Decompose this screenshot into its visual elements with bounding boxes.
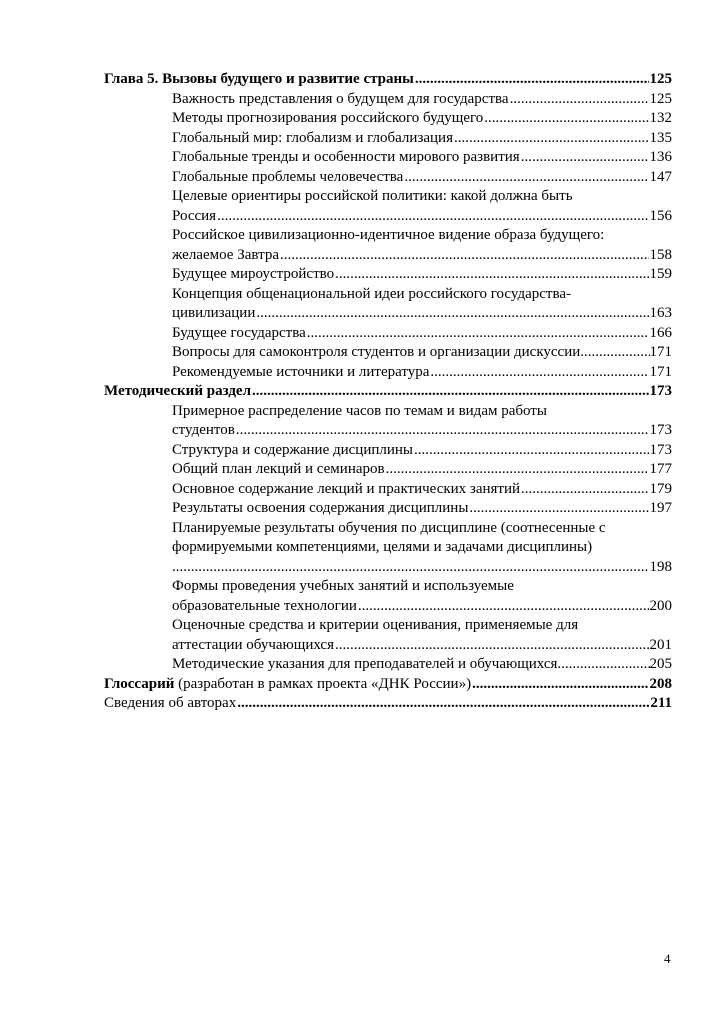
toc-page-number: 156 [649, 207, 672, 224]
toc-entry-title-line-2: аттестации обучающихся [172, 636, 334, 653]
toc-entry-title-line-2: образовательные технологии [172, 597, 357, 614]
toc-page-number: 158 [649, 246, 672, 263]
toc-entry-title: Результаты освоения содержания дисциплины [172, 500, 469, 516]
toc-entry-title-line-2: студентов [172, 422, 235, 438]
toc-entry-title-line-2: формируемыми компетенциями, целями и задачами дисциплины) [172, 539, 593, 555]
toc-entry[interactable] [104, 577, 672, 616]
dot-leader [237, 694, 649, 714]
toc-entry[interactable] [104, 148, 672, 168]
toc-entry-title: Методический раздел [104, 383, 251, 399]
toc-entry-title-line-2: желаемое Завтра [172, 246, 279, 263]
toc-entry[interactable] [104, 168, 672, 188]
toc-entry-title: Будущее мироустройство [172, 266, 335, 282]
toc-entry-title-wrap [104, 675, 471, 695]
toc-entry[interactable] [104, 402, 672, 441]
dot-leader [335, 636, 649, 656]
dot-leader [280, 246, 649, 266]
dot-leader [358, 597, 649, 617]
toc-entry-title: Основное содержание лекций и практических занятий [172, 480, 521, 497]
toc-page-number: 201 [649, 636, 672, 653]
toc-entry-title-line-2: цивилизации [172, 305, 256, 321]
toc-entry-title-line-1: Примерное распределение часов по темам и видам работы [172, 402, 547, 419]
toc-entry-title: Глава 5. Вызовы будущего и развитие страны [104, 71, 414, 87]
toc-entry[interactable] [104, 109, 672, 129]
dot-leader [510, 90, 649, 110]
dot-leader [386, 460, 649, 480]
dot-leader [172, 558, 649, 578]
dot-leader [484, 109, 648, 129]
toc-entry-title-line-1: Планируемые результаты обучения по дисциплине (соотнесенные с [172, 519, 606, 536]
dot-leader [521, 480, 648, 500]
toc-page-number: 163 [649, 305, 672, 321]
toc-page-number: 136 [649, 149, 672, 165]
toc-entry[interactable] [104, 616, 672, 655]
toc-entry[interactable] [104, 441, 672, 461]
toc-entry-title: Методы прогнозирования российского будущего [172, 110, 484, 126]
toc-page-number: 166 [649, 324, 672, 341]
toc-page-number: 177 [649, 461, 672, 477]
dot-leader [454, 129, 649, 149]
toc-chapter-5[interactable] [104, 70, 672, 90]
toc-entry[interactable] [104, 226, 672, 265]
toc-page-number: 132 [649, 110, 672, 126]
dot-leader [217, 207, 648, 227]
dot-leader [404, 168, 648, 188]
toc-authors[interactable] [104, 694, 672, 714]
toc-entry[interactable] [104, 460, 672, 480]
toc-page-number: 173 [649, 383, 672, 399]
toc-entry-title: Глоссарий [104, 675, 175, 692]
dot-leader [521, 148, 649, 168]
toc-entry-note: (разработан в рамках проекта «ДНК России») [174, 675, 472, 692]
toc-entry[interactable] [104, 187, 672, 226]
toc-page-number: 171 [649, 344, 672, 360]
toc-entry-title: Глобальные проблемы человечества [172, 168, 404, 185]
toc-entry[interactable] [104, 285, 672, 324]
toc-page-number: 125 [649, 71, 672, 87]
toc-page-number: 147 [649, 168, 672, 185]
toc-entry[interactable] [104, 90, 672, 110]
toc-entry-title: Методические указания для преподавателей и обучающихся [172, 656, 558, 672]
toc-page-number: 159 [649, 266, 672, 282]
toc-page-number: 198 [649, 558, 672, 575]
dot-leader [335, 265, 648, 285]
toc-page-number: 211 [650, 695, 672, 711]
toc-entry-title: Глобальные тренды и особенности мирового развития [172, 149, 520, 165]
toc-page-number: 197 [649, 500, 672, 516]
toc-entry-title: Глобальный мир: глобализм и глобализация [172, 129, 453, 146]
toc-entry-title: Структура и содержание дисциплины [172, 441, 413, 458]
toc-glossary[interactable] [104, 675, 672, 695]
toc-page-number: 179 [649, 480, 672, 497]
toc-entry-title-line-1: Концепция общенациональной идеи российского государства- [172, 285, 571, 302]
page-number: 4 [664, 951, 671, 966]
dot-leader [430, 363, 648, 383]
dot-leader [472, 675, 648, 695]
toc-entry-title: Будущее государства [172, 324, 306, 341]
toc-page-number: 200 [649, 597, 672, 614]
toc-methodical-section[interactable] [104, 382, 672, 402]
toc-entry-title: Общий план лекций и семинаров [172, 461, 385, 477]
toc-entry-title-line-1: Формы проведения учебных занятий и используемые [172, 578, 514, 594]
dot-leader [256, 304, 648, 324]
toc-entry-title-line-1: Российское цивилизационно-идентичное видение образа будущего: [172, 227, 605, 243]
toc-page-number: 171 [649, 363, 672, 380]
toc-entry-title: Вопросы для самоконтроля студентов и организации дискуссии [172, 344, 581, 360]
dot-leader [307, 324, 649, 344]
dot-leader [580, 343, 649, 363]
table-of-contents [104, 70, 672, 714]
toc-entry-title-line-2: Россия [172, 207, 217, 224]
toc-entry[interactable] [104, 480, 672, 500]
dot-leader [252, 382, 649, 402]
toc-entry[interactable] [104, 519, 672, 578]
toc-entry-title: Рекомендуемые источники и литература [172, 363, 430, 380]
dot-leader [236, 421, 649, 441]
dot-leader [415, 70, 649, 90]
toc-entry[interactable] [104, 265, 672, 285]
toc-page-number: 125 [649, 90, 672, 107]
toc-entry-title-line-1: Оценочные средства и критерии оценивания, применяемые для [172, 617, 579, 633]
toc-entry[interactable] [104, 363, 672, 383]
dot-leader [557, 655, 649, 675]
toc-entry[interactable] [104, 324, 672, 344]
toc-entry[interactable] [104, 343, 672, 363]
toc-page-number: 173 [649, 422, 672, 438]
toc-page-number: 208 [649, 675, 672, 692]
toc-entry-title: Сведения об авторах [104, 695, 237, 711]
toc-entry[interactable] [104, 129, 672, 149]
toc-entry[interactable] [104, 655, 672, 675]
toc-page-number: 173 [649, 441, 672, 458]
dot-leader [469, 499, 648, 519]
toc-entry[interactable] [104, 499, 672, 519]
toc-entry-title-line-1: Целевые ориентиры российской политики: какой должна быть [172, 188, 573, 204]
toc-entry-title: Важность представления о будущем для государства [172, 90, 509, 107]
toc-page-number: 205 [649, 656, 672, 672]
dot-leader [414, 441, 649, 461]
toc-page-number: 135 [649, 129, 672, 146]
